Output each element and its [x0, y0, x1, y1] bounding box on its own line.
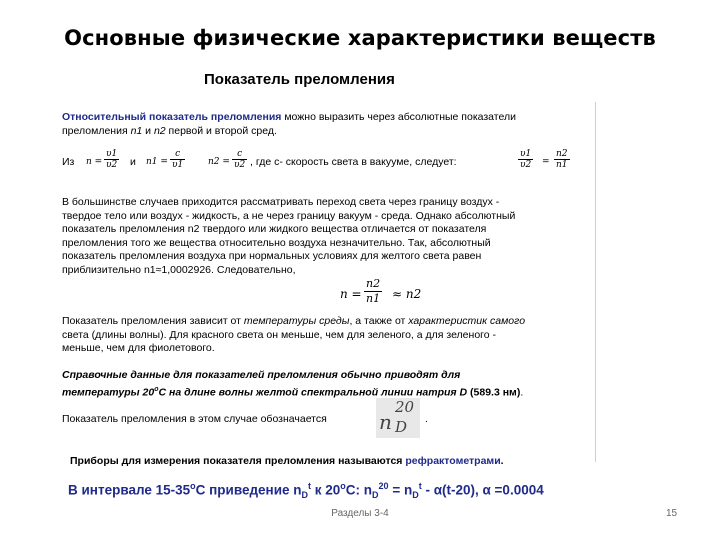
approx-formula — [340, 276, 450, 310]
p3-text-2: , а также от — [349, 315, 409, 327]
p2-line: твердое тело или воздух - жидкость, а не через границу вакуум - среда. Однако абсолютный — [62, 209, 516, 222]
approx-n-label: n = — [340, 287, 362, 301]
p4-line-2c: С на длине волны желтой спектральной линии натрия D — [158, 386, 471, 399]
fraction-3-numerator: c — [232, 149, 247, 160]
superscript-t: t — [418, 481, 422, 491]
result-rhs-numerator: n2 — [556, 149, 568, 159]
p6-text: Приборы для измерения показателя преломления называются — [70, 455, 406, 467]
symbol-n1: n1 — [130, 124, 143, 137]
symbol-n2: n2 — [153, 124, 166, 137]
superscript-20: 20 — [378, 481, 389, 491]
formula-n2-label: n2 = — [208, 157, 230, 167]
p4-period: . — [520, 386, 524, 399]
p2-line: показатель преломления n2 твердого или жидкого вещества отличается от показателя — [62, 223, 487, 236]
p3-text: Показатель преломления зависит от — [62, 315, 244, 327]
fraction-1-denominator: υ2 — [106, 160, 118, 170]
p2-line: приблизительно n1≈1,0002926. Следовательно, — [62, 263, 296, 276]
p6-period: . — [500, 455, 504, 467]
temperature-correction-formula — [68, 481, 544, 500]
approx-numerator: n2 — [366, 277, 381, 290]
formula-explanation: , где c- скорость света в вакууме, следует: — [250, 156, 457, 168]
result-lhs-denominator: υ2 — [520, 160, 532, 170]
formula-fraction-2 — [170, 149, 185, 170]
approx-denominator: n1 — [366, 292, 381, 305]
word-and: и — [130, 156, 136, 168]
p1-text-2: преломления — [62, 124, 131, 137]
fraction-1-numerator: υ1 — [106, 149, 118, 159]
p3-italic-characteristics: характеристик самого — [408, 315, 526, 327]
p1-text: можно выразить через абсолютные показатели — [281, 111, 516, 123]
fraction-2-numerator: c — [170, 149, 185, 160]
formula-n1-label: n1 = — [146, 157, 168, 167]
fraction-2-denominator: υ1 — [172, 160, 184, 170]
nd-superscript: 20 — [395, 398, 415, 416]
p2-line: показатель преломления воздуха при нормальных условиях для желтого света равен — [62, 250, 482, 263]
result-lhs-numerator: υ1 — [520, 149, 532, 159]
word-from: Из — [62, 156, 75, 168]
result-fraction-rhs — [554, 149, 570, 170]
formula-n-label: n = — [86, 157, 103, 167]
p5-end: . — [425, 413, 428, 425]
approx-rhs: ≈ n2 — [392, 287, 422, 301]
paragraph-refractometers — [70, 455, 600, 469]
nd20-symbol-box — [376, 398, 420, 438]
nd-n: n — [379, 410, 392, 434]
paragraph-air-boundary — [62, 196, 592, 278]
formula-line — [62, 147, 602, 179]
subscript-d: D — [301, 490, 309, 501]
approx-fraction — [364, 277, 382, 306]
p4-line-2a: температуры 20 — [62, 386, 155, 399]
bottom-text-c: к 20 — [311, 482, 341, 498]
bottom-text-a: В интервале 15-35 — [68, 482, 191, 498]
result-fraction-lhs — [518, 149, 533, 170]
formula-fraction-3 — [232, 149, 247, 170]
p2-line: В большинстве случаев приходится рассматривать переход света через границу воздух - — [62, 196, 500, 208]
fraction-3-denominator: υ2 — [234, 160, 246, 170]
degree-sign: o — [154, 385, 159, 393]
p3-line-3: меньше, чем для фиолетового. — [62, 342, 215, 355]
paragraph-notation — [62, 413, 382, 427]
p1-text-3: и — [142, 124, 154, 137]
p1-text-4: первой и второй сред. — [165, 124, 277, 137]
result-rhs-denominator: n1 — [556, 160, 568, 170]
paragraph-relative-index — [62, 111, 592, 138]
bottom-text-d: C: n — [345, 482, 373, 498]
p3-italic-temperature: температуры среды — [243, 315, 350, 327]
subscript-d: D — [372, 490, 379, 501]
slide-subtitle: Показатель преломления — [204, 71, 395, 88]
p4-line-1: Справочные данные для показателей преломления обычно приводят для — [62, 369, 461, 381]
slide-title: Основные физические характеристики веществ — [64, 26, 656, 50]
paragraph-reference-data — [62, 369, 602, 400]
degree-sign: o — [340, 481, 346, 491]
degree-sign: o — [190, 481, 196, 491]
paragraph-dependence — [62, 315, 592, 356]
term-refractometers: рефрактометрами — [405, 455, 501, 467]
footer-section: Разделы 3-4 — [331, 508, 389, 519]
page-number: 15 — [666, 508, 678, 519]
bottom-text-b: C приведение n — [195, 482, 302, 498]
formula-fraction-1 — [104, 149, 119, 170]
nd-subscript: D — [395, 418, 408, 436]
result-equals: = — [542, 157, 550, 167]
term-relative-index: Относительный показатель преломления — [62, 111, 282, 123]
subscript-d: D — [412, 490, 419, 501]
p4-wavelength: (589.3 нм) — [470, 386, 521, 399]
p3-line-2: света (длины волны). Для красного света он меньше, чем для зеленого, а для зеленого - — [62, 328, 497, 341]
p5-text: Показатель преломления в этом случае обозначается — [62, 413, 327, 425]
superscript-t: t — [308, 481, 312, 491]
p2-line: преломления того же вещества относительно воздуха незначительно. Так, абсолютный — [62, 236, 491, 249]
bottom-text-f: - α(t-20), α =0.0004 — [421, 482, 544, 498]
bottom-text-e: = n — [388, 482, 413, 498]
